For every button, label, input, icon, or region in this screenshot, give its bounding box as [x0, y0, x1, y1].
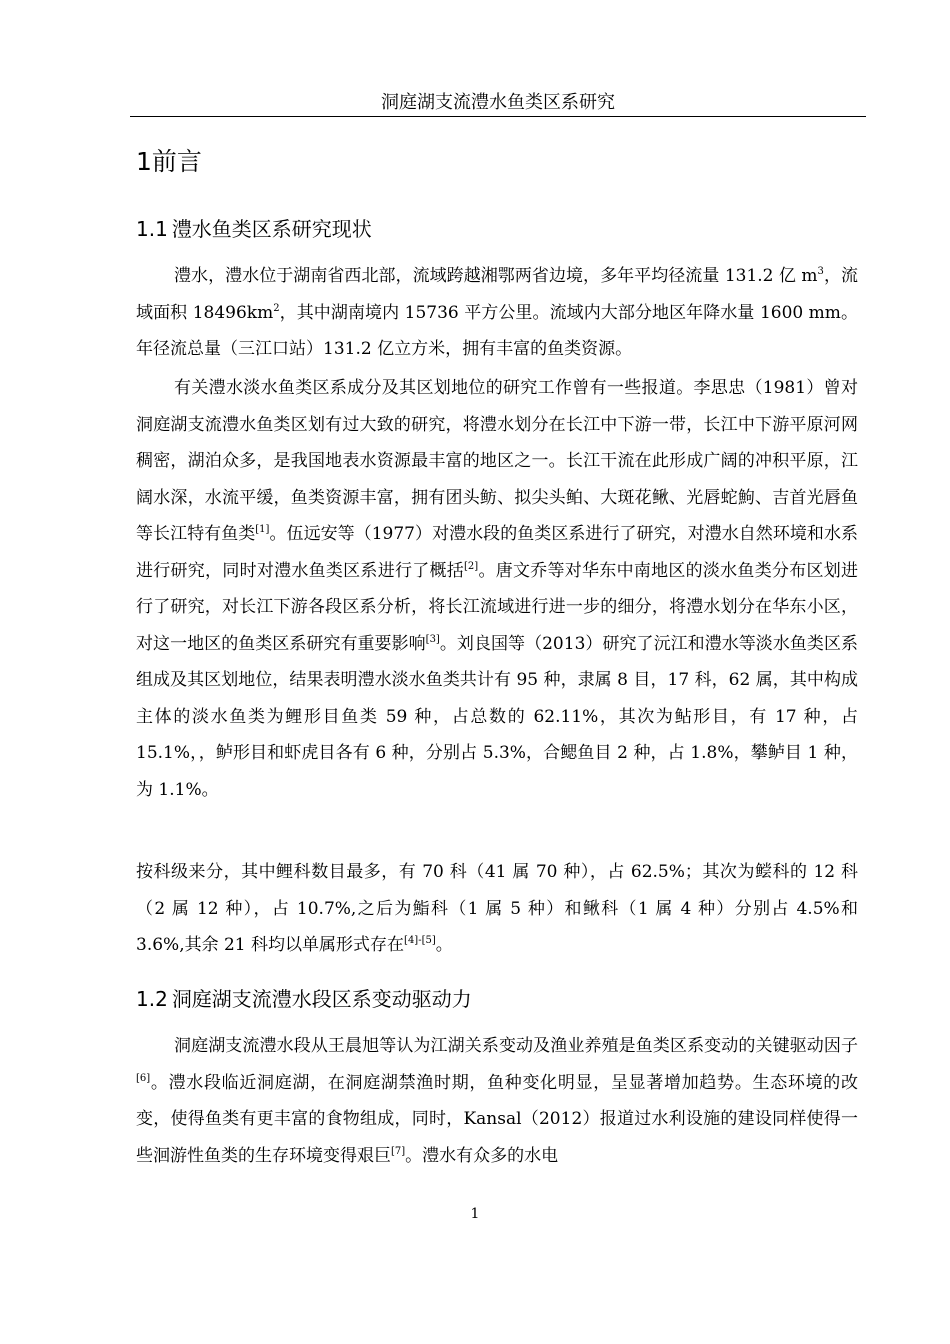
paragraph-text: ，其中湖南境内 15736 平方公里。流域内大部分地区年降水量 1600 mm。年径流总量（三江口站）131.2 亿立方米，拥有丰富的鱼类资源。 [136, 302, 858, 359]
subsection-number: 1.1 [136, 217, 168, 241]
superscript: 3 [817, 266, 824, 277]
citation-ref: [3] [425, 633, 440, 645]
paragraph-text: 。澧水有众多的水电 [405, 1145, 559, 1166]
subsection-title: 洞庭湖支流澧水段区系变动驱动力 [171, 987, 472, 1011]
paragraph-text: 。伍远安等（1977）对澧水段的鱼类区系进行了研究，对澧水自然环境和水系进行研究，同时对澧水鱼类区系进行了概括 [136, 524, 859, 581]
paragraph-text: 洞庭湖支流澧水段从王晨旭等认为江湖关系变动及渔业养殖是鱼类区系变动的关键驱动因子 [174, 1036, 858, 1056]
page-number: 1 [470, 1206, 480, 1222]
paragraph-text: 有关澧水淡水鱼类区系成分及其区划地位的研究工作曾有一些报道。李思忠（1981）曾对洞庭湖支流澧水鱼类区划有过大致的研究，将澧水划分在长江中下游一带，长江中下游平原河网稠密，湖泊众多，是我国地表水资源最丰富的地区之一。长江干流在此形成广阔的冲积平原，江阔水深，水流平缓，鱼类资源丰富，拥有团头鲂、拟尖头鲌、大斑花鳅、光唇蛇鮈、吉首光唇鱼等长江特有鱼类 [136, 378, 858, 544]
citation-ref: [6] [136, 1072, 151, 1084]
citation-ref: [4]-[5] [404, 935, 436, 946]
paragraph-1 [136, 258, 858, 368]
paragraph-text: 按科级来分，其中鲤科数目最多，有 70 科（41 属 70 种），占 62.5%；其次为鲿科的 12 科（2 属 12 种），占 10.7%,之后为鮨科（1 属 5 种）和鳅科（1 属 4 种）分别占 4.5%和 3.6%,其余 21 科均以单属形式存在 [136, 862, 858, 955]
citation-ref: [1] [255, 524, 270, 535]
subsection-heading-1-2 [136, 986, 476, 1012]
section-heading-1 [136, 146, 202, 178]
paragraph-text: 。 [435, 935, 453, 955]
section-number: 1 [136, 147, 152, 176]
paragraph-4 [136, 1028, 858, 1174]
citation-ref: [7] [391, 1145, 406, 1157]
header-divider [130, 116, 866, 117]
subsection-heading-1-1 [136, 216, 376, 242]
section-title: 前言 [151, 147, 202, 176]
paragraph-text: ，流域面积 18496km [136, 266, 859, 323]
paragraph-2 [136, 370, 858, 808]
citation-ref: [2] [464, 560, 479, 572]
paragraph-text: 。澧水段临近洞庭湖，在洞庭湖禁渔时期，鱼种变化明显，呈显著增加趋势。生态环境的改变，使得鱼类有更丰富的食物组成，同时，Kansal（2012）报道过水利设施的建设同样使得一些洄游性鱼类的生存环境变得艰巨 [136, 1072, 858, 1166]
paragraph-text: 。唐文乔等对华东中南地区的淡水鱼类分布区划进行了研究，对长江下游各段区系分析，将长江流域进行进一步的细分，将澧水划分在华东小区，对这一地区的鱼类区系研究有重要影响 [136, 560, 859, 654]
subsection-title: 澧水鱼类区系研究现状 [171, 217, 372, 241]
superscript: 2 [273, 302, 280, 314]
paragraph-text: 澧水，澧水位于湖南省西北部，流域跨越湘鄂两省边境，多年平均径流量 131.2 亿 m [174, 266, 818, 286]
subsection-number: 1.2 [136, 987, 168, 1011]
paragraph-3 [136, 854, 858, 964]
paragraph-text: 。刘良国等（2013）研究了沅江和澧水等淡水鱼类区系组成及其区划地位，结果表明澧水淡水鱼类共计有 95 种，隶属 8 目，17 科，62 属，其中构成主体的淡水鱼类为鲤形目鱼类 59 种，占总数的 62.11%，其次为鲇形目，有 17 种，占 15.1%，，鲈形目和虾虎目各有 6 种，分别占 5.3%，合鳃鱼目 2 种，占 1.8%，攀鲈目 1 种，为 1.1%。 [136, 633, 859, 800]
running-header: 洞庭湖支流澧水鱼类区系研究 [381, 92, 615, 113]
